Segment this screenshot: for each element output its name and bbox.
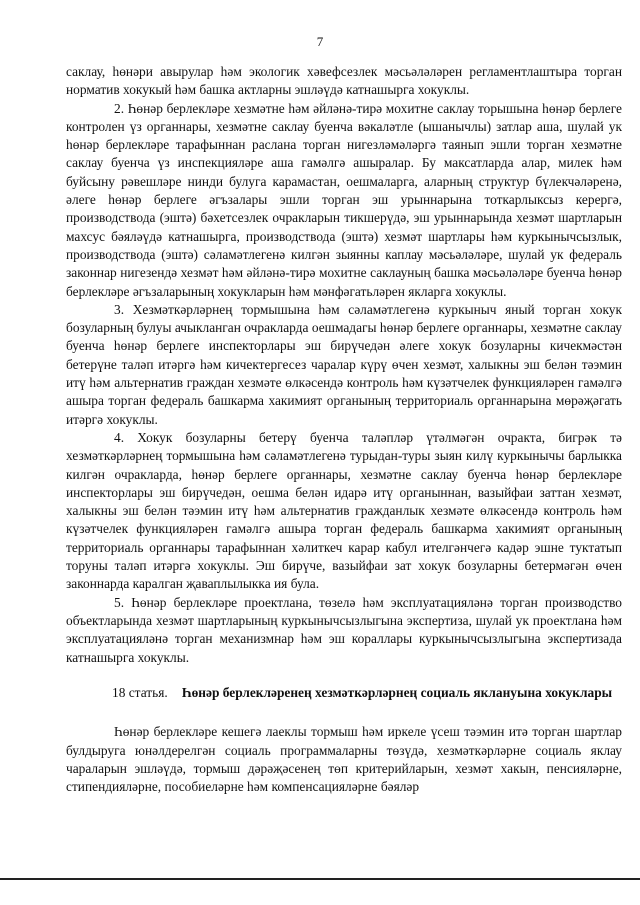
paragraph-article-18: Һөнәр берлекләре кешегә лаеклы тормыш һәм иркеле үсеш тәэмин итә торган шартлар булдыруга юнәлдерелгән социаль программаларны төзүдә, хезмәткәрләрне социаль яклау чараларын эшләүдә, тормыш дәрәҗәсенең төп критерийларын, хезмәт хакын, пенсияләрне, стипендияләрне, пособиеләрне һәм компенсацияләрне бәяләр <box>66 724 622 795</box>
paragraph-item-2: 2. Һөнәр берлекләре хезмәтне һәм әйләнә-тирә мохитне саклау торышына һөнәр берлеге контролен үз органнары, хезмәтне саклау буенча вәкаләтле (ышанычлы) затлар аша, шулай ук һөнәр берлекләре тарафыннан раслана торган нигезләмәләргә таянып эшли торган хезмәтне саклау буенча үз инспекцияләре аша гамәлгә ашыралар. Бу максатларда алар, милек һәм буйсыну рәвешләре нинди булуга карамастан, оешмаларга, аларның структур бүлекчәләренә, әлеге һөнәр берлеге әгъзалары эшли торган эш урыннарына тоткарлыксыз керергә, производствода (эштә) бәхетсезлек очракларын тикшерүдә, эш урыннарында хезмәт шартларын махсус бәяләүдә катнашырга, производствода (эштә) хезмәт шартлары һәм куркынычсызлык, производствода (эштә) сәламәтлегенә килгән зыянны каплау мәсьәләләре, шулай ук федераль законнар нигезендә хезмәт һәм әйләнә-тирә мохитне саклауның башка мәсьәләләре буенча һөнәр берлекләре әгъзаларының хокукларын һәм мәнфәгатьләрен якларга хокуклы. <box>66 100 622 299</box>
document-body <box>66 63 622 796</box>
paragraph-item-5: 5. Һөнәр берлекләре проектлана, төзелә һәм эксплуатацияләнә торган производство объектларында хезмәт шартларының куркынычсызлыгына экспертиза, шулай ук проектлана һәм эксплуатацияләнә торган механизмнар һәм эш кораллары куркынычсызлыгына экспертизада катнашырга хокуклы. <box>66 594 622 665</box>
bottom-scan-edge <box>0 878 640 880</box>
paragraph-item-4: 4. Хокук бозуларны бетерү буенча таләпләр үтәлмәгән очракта, бигрәк тә хезмәткәрләрнең тормышына һәм сәламәтлегенә турыдан-туры зыян килү куркынычы барлыкка килгән очракларда, һөнәр берлеге органнары, хезмәтне саклау буенча һөнәр берлекләре инспекторлары эш бирүчедән, оешма белән идарә итү органыннан, вазыйфаи заттан хезмәт, халыкны эш белән тәэмин итү һәм альтернатив гражданлык хезмәте өлкәсендә контроль һәм күзәтчелек функцияләрен гамәлгә ашыра торган федераль башкарма хакимият органының территориаль органнары тарафыннан хәлиткеч карар кабул ителгәнчегә кадәр эшне туктатып торуны таләп итәргә хокуклы. Эш бирүче, вазыйфаи зат хокук бозуларны бетермәгән өчен законнарда каралган җаваплылыкка ия була. <box>66 429 622 592</box>
article-title: Һөнәр берлекләренең хезмәткәрләрнең социаль яклануына хокуклары <box>181 684 613 700</box>
paragraph-continuation: саклау, һөнәри авырулар һәм экологик хәвефсезлек мәсьәләләрен регламентлаштыра торган норматив хокукый һәм башка актларны эшләүдә катнашырга хокуклы. <box>66 64 622 98</box>
paragraph-item-3: 3. Хезмәткәрләрнең тормышына һәм сәламәтлегенә куркыныч яный торган хокук бозуларның булуы ачыкланган очракларда оешмадагы һөнәр берлеге органнары, хезмәтне саклау буенча һөнәр берлеге инспекторлары эш бирүчедән әлеге хокук бозуларны кичекмәстән бетерүне таләп итәргә һәм кичектергесез чаралар күрү өчен хезмәт, халыкны эш белән тәэмин итү һәм альтернатив граждан хезмәте өлкәсендә контроль һәм күзәтчелек функцияләрен гамәлгә ашыра торган федераль башкарма хакимият органының территориаль органнарына мөрәҗәгать итәргә хокуклы. <box>66 301 622 427</box>
page-number: 7 <box>316 34 324 49</box>
article-heading <box>66 684 622 702</box>
article-number: 18 статья. <box>112 684 168 700</box>
